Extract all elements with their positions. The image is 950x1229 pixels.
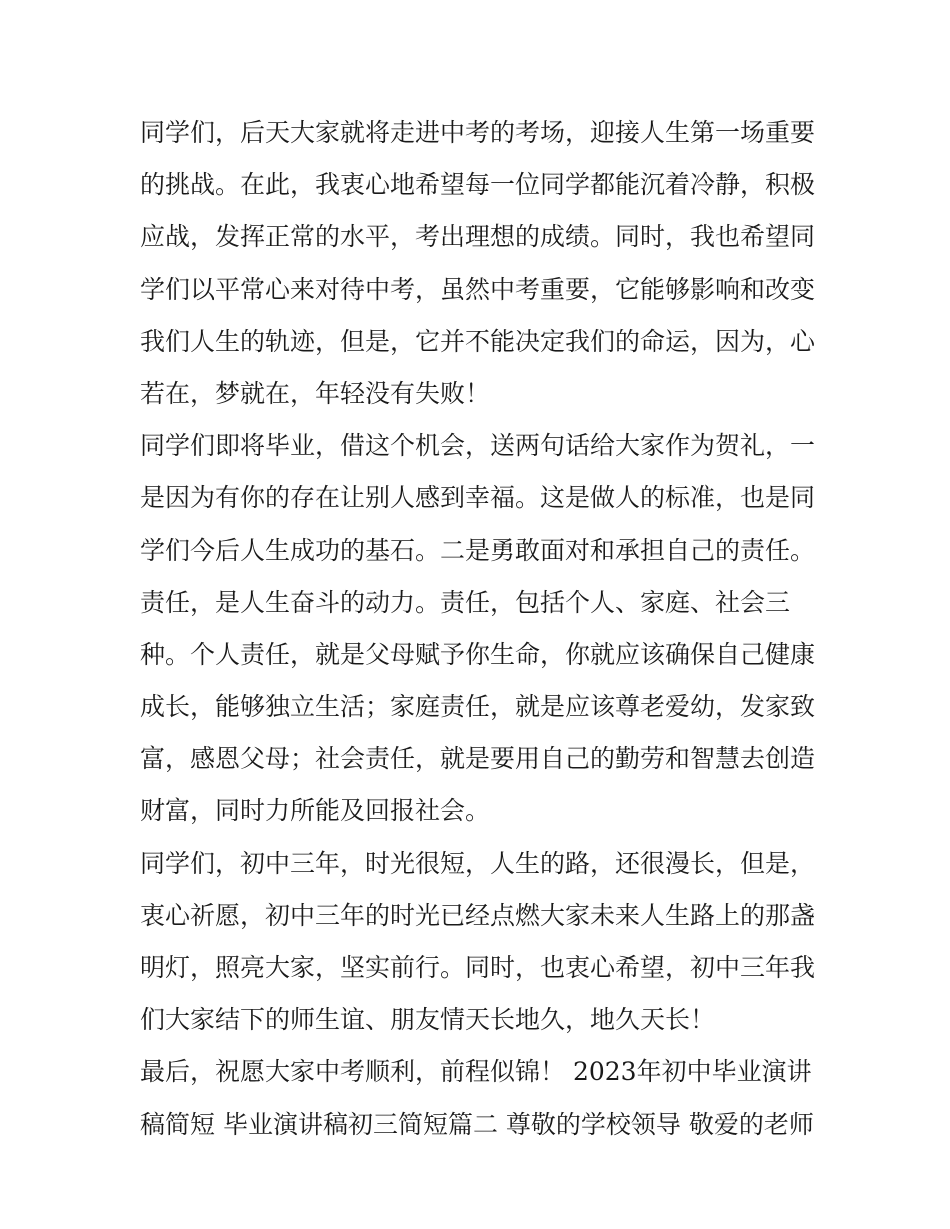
text-line: 同学们，后天大家就将走进中考的考场，迎接人生第一场重要 (140, 118, 816, 147)
text-line: 成长，能够独立生活；家庭责任，就是应该尊老爱幼，发家致 (140, 692, 816, 722)
text-line: 学们今后人生成功的基石。二是勇敢面对和承担自己的责任。 (140, 535, 816, 565)
text-line: 学们以平常心来对待中考，虽然中考重要，它能够影响和改变 (140, 274, 816, 304)
text-line: 衷心祈愿，初中三年的时光已经点燃大家未来人生路上的那盏 (140, 900, 816, 930)
text-line: 的挑战。在此，我衷心地希望每一位同学都能沉着冷静，积极 (140, 170, 816, 200)
text-line: 责任，是人生奋斗的动力。责任，包括个人、家庭、社会三 (140, 587, 791, 617)
text-line: 稿简短 毕业演讲稿初三简短篇二 尊敬的学校领导 敬爱的老师 (140, 1109, 814, 1139)
text-line: 我们人生的轨迹，但是，它并不能决定我们的命运，因为，心 (140, 326, 816, 356)
text-line: 若在，梦就在，年轻没有失败！ (140, 378, 491, 408)
text-line: 明灯，照亮大家，坚实前行。同时，也衷心希望，初中三年我 (140, 953, 816, 982)
text-line: 财富，同时力所能及回报社会。 (140, 796, 491, 826)
text-line: 应战，发挥正常的水平，考出理想的成绩。同时，我也希望同 (140, 222, 816, 252)
text-line: 同学们即将毕业，借这个机会，送两句话给大家作为贺礼，一 (140, 431, 816, 461)
text-line: 们大家结下的师生谊、朋友情天长地久，地久天长！ (140, 1005, 716, 1035)
text-line: 最后，祝愿大家中考顺利，前程似锦！ 2023年初中毕业演讲 (140, 1057, 812, 1087)
text-line: 是因为有你的存在让别人感到幸福。这是做人的标准，也是同 (140, 483, 816, 513)
speech-text (140, 107, 820, 1151)
text-line: 种。个人责任，就是父母赋予你生命，你就应该确保自己健康 (140, 639, 816, 669)
text-line: 富，感恩父母；社会责任，就是要用自己的勤劳和智慧去创造 (140, 744, 816, 774)
text-line: 同学们，初中三年，时光很短，人生的路，还很漫长，但是， (140, 848, 816, 878)
